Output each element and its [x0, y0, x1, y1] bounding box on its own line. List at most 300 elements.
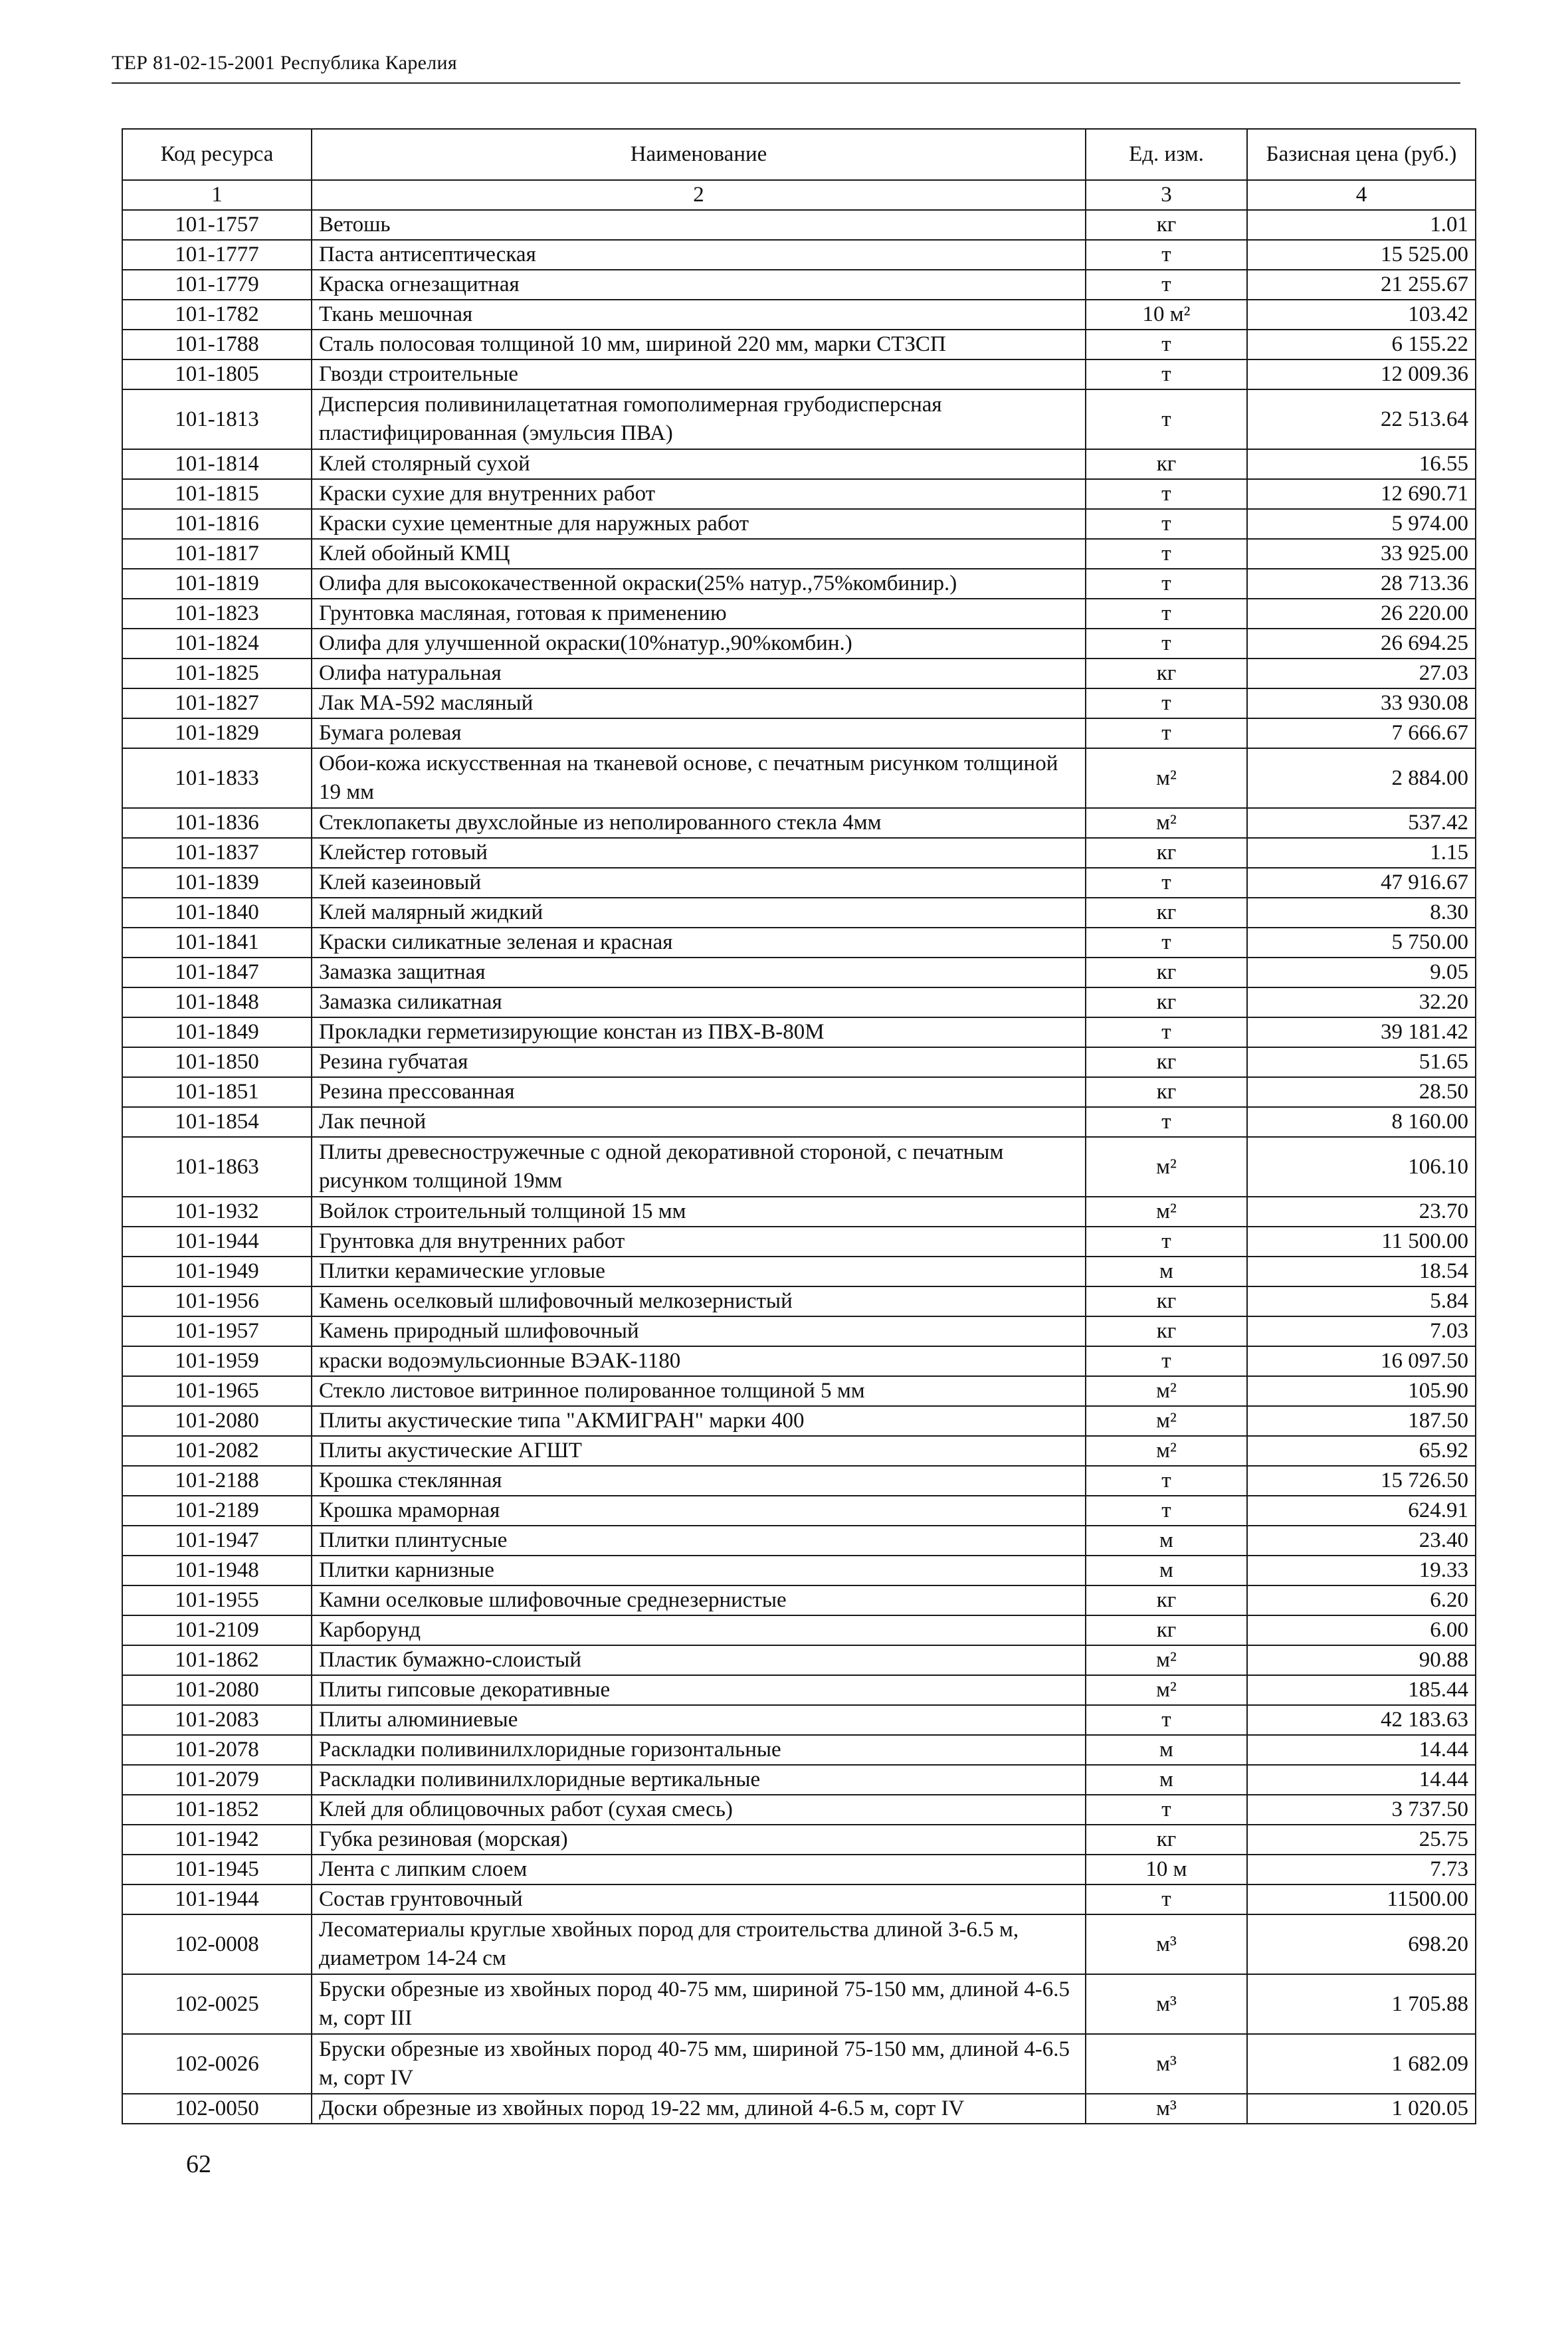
price-cell: 1.15 [1247, 838, 1476, 868]
name-cell: Олифа натуральная [312, 659, 1086, 688]
price-cell: 1 705.88 [1247, 1974, 1476, 2034]
unit-cell: кг [1086, 449, 1247, 479]
table-row [122, 1735, 1476, 1765]
page-number: 62 [186, 2150, 211, 2178]
price-cell: 7.03 [1247, 1316, 1476, 1346]
name-cell: Плитки плинтусные [312, 1526, 1086, 1556]
code-cell: 101-1819 [122, 569, 312, 599]
code-cell: 101-1824 [122, 629, 312, 659]
table-row [122, 1077, 1476, 1107]
price-cell: 22 513.64 [1247, 389, 1476, 449]
name-cell: Обои-кожа искусственная на тканевой основе, с печатным рисунком толщиной 19 мм [312, 748, 1086, 808]
name-cell: Ветошь [312, 210, 1086, 240]
price-cell: 14.44 [1247, 1765, 1476, 1795]
price-cell: 5 974.00 [1247, 509, 1476, 539]
price-cell: 6 155.22 [1247, 330, 1476, 359]
table-header-row [122, 129, 1476, 180]
table-row [122, 1286, 1476, 1316]
name-cell: Камень оселковый шлифовочный мелкозернистый [312, 1286, 1086, 1316]
unit-cell: кг [1086, 210, 1247, 240]
unit-cell: т [1086, 1795, 1247, 1825]
table-row [122, 2094, 1476, 2124]
unit-cell: м³ [1086, 1914, 1247, 1974]
code-cell: 101-1957 [122, 1316, 312, 1346]
price-cell: 11 500.00 [1247, 1227, 1476, 1257]
code-cell: 101-2078 [122, 1735, 312, 1765]
price-cell: 106.10 [1247, 1137, 1476, 1197]
code-cell: 101-1944 [122, 1884, 312, 1914]
column-number-row [122, 180, 1476, 210]
code-cell: 101-1813 [122, 389, 312, 449]
code-cell: 101-1841 [122, 928, 312, 958]
unit-cell: м [1086, 1556, 1247, 1585]
price-cell: 8 160.00 [1247, 1107, 1476, 1137]
table-row [122, 1137, 1476, 1197]
name-cell: Клей обойный КМЦ [312, 539, 1086, 569]
code-cell: 101-1944 [122, 1227, 312, 1257]
name-cell: Камень природный шлифовочный [312, 1316, 1086, 1346]
code-cell: 101-2080 [122, 1675, 312, 1705]
name-cell: Стеклопакеты двухслойные из неполированного стекла 4мм [312, 808, 1086, 838]
code-cell: 101-1948 [122, 1556, 312, 1585]
name-cell: Клей столярный сухой [312, 449, 1086, 479]
name-cell: Прокладки герметизирующие констан из ПВХ-В-80М [312, 1017, 1086, 1047]
price-cell: 187.50 [1247, 1406, 1476, 1436]
unit-cell: 10 м [1086, 1855, 1247, 1884]
price-cell: 33 930.08 [1247, 688, 1476, 718]
price-cell: 23.70 [1247, 1197, 1476, 1227]
table-row [122, 449, 1476, 479]
name-cell: Состав грунтовочный [312, 1884, 1086, 1914]
price-cell: 23.40 [1247, 1526, 1476, 1556]
name-cell: Плиты гипсовые декоративные [312, 1675, 1086, 1705]
code-cell: 101-1854 [122, 1107, 312, 1137]
table-row [122, 210, 1476, 240]
table-row [122, 1914, 1476, 1974]
table-row [122, 1705, 1476, 1735]
code-cell: 101-2079 [122, 1765, 312, 1795]
price-table [122, 128, 1476, 2124]
code-cell: 101-1782 [122, 300, 312, 330]
table-row [122, 629, 1476, 659]
name-cell: Стекло листовое витринное полированное толщиной 5 мм [312, 1376, 1086, 1406]
price-cell: 6.20 [1247, 1585, 1476, 1615]
price-cell: 14.44 [1247, 1735, 1476, 1765]
name-cell: Сталь полосовая толщиной 10 мм, шириной 220 мм, марки СТЗСП [312, 330, 1086, 359]
unit-cell: м [1086, 1765, 1247, 1795]
price-cell: 39 181.42 [1247, 1017, 1476, 1047]
name-cell: Войлок строительный толщиной 15 мм [312, 1197, 1086, 1227]
table-row [122, 389, 1476, 449]
name-cell: Лента с липким слоем [312, 1855, 1086, 1884]
name-cell: краски водоэмульсионные ВЭАК-1180 [312, 1346, 1086, 1376]
code-cell: 101-1839 [122, 868, 312, 898]
unit-cell: т [1086, 718, 1247, 748]
code-cell: 101-1777 [122, 240, 312, 270]
name-cell: Плитки карнизные [312, 1556, 1086, 1585]
price-cell: 16.55 [1247, 449, 1476, 479]
code-cell: 101-1836 [122, 808, 312, 838]
name-cell: Камни оселковые шлифовочные среднезернистые [312, 1585, 1086, 1615]
table-row [122, 1316, 1476, 1346]
unit-cell: т [1086, 1017, 1247, 1047]
table-row [122, 300, 1476, 330]
code-cell: 101-1947 [122, 1526, 312, 1556]
table-row [122, 240, 1476, 270]
name-cell: Бумага ролевая [312, 718, 1086, 748]
price-cell: 5.84 [1247, 1286, 1476, 1316]
unit-cell: т [1086, 539, 1247, 569]
code-cell: 102-0050 [122, 2094, 312, 2124]
unit-cell: кг [1086, 1585, 1247, 1615]
unit-cell: м² [1086, 1645, 1247, 1675]
unit-cell: кг [1086, 1825, 1247, 1855]
code-cell: 101-1823 [122, 599, 312, 629]
name-cell: Клей малярный жидкий [312, 898, 1086, 928]
name-cell: Лак МА-592 масляный [312, 688, 1086, 718]
price-cell: 26 694.25 [1247, 629, 1476, 659]
price-cell: 7 666.67 [1247, 718, 1476, 748]
price-cell: 2 884.00 [1247, 748, 1476, 808]
table-row [122, 1376, 1476, 1406]
header-rule [112, 82, 1460, 84]
unit-cell: кг [1086, 1316, 1247, 1346]
code-cell: 101-1827 [122, 688, 312, 718]
code-cell: 101-2080 [122, 1406, 312, 1436]
table-row [122, 1197, 1476, 1227]
price-cell: 16 097.50 [1247, 1346, 1476, 1376]
name-cell: Лесоматериалы круглые хвойных пород для строительства длиной 3-6.5 м, диаметром 14-24 см [312, 1914, 1086, 1974]
unit-cell: т [1086, 1884, 1247, 1914]
unit-cell: т [1086, 1227, 1247, 1257]
unit-cell: кг [1086, 1615, 1247, 1645]
price-cell: 15 726.50 [1247, 1466, 1476, 1496]
table-row [122, 808, 1476, 838]
price-cell: 1 682.09 [1247, 2034, 1476, 2094]
unit-cell: т [1086, 629, 1247, 659]
name-cell: Олифа для улучшенной окраски(10%натур.,90%комбин.) [312, 629, 1086, 659]
code-cell: 101-1829 [122, 718, 312, 748]
code-cell: 101-1849 [122, 1017, 312, 1047]
name-cell: Раскладки поливинилхлоридные вертикальные [312, 1765, 1086, 1795]
name-cell: Паста антисептическая [312, 240, 1086, 270]
table-row [122, 1884, 1476, 1914]
name-cell: Ткань мешочная [312, 300, 1086, 330]
code-cell: 101-1848 [122, 987, 312, 1017]
table-row [122, 1765, 1476, 1795]
table-row [122, 539, 1476, 569]
table-row [122, 1107, 1476, 1137]
name-cell: Краски силикатные зеленая и красная [312, 928, 1086, 958]
unit-cell: т [1086, 330, 1247, 359]
name-cell: Крошка стеклянная [312, 1466, 1086, 1496]
column-number-1: 1 [122, 180, 312, 210]
name-cell: Замазка силикатная [312, 987, 1086, 1017]
price-cell: 51.65 [1247, 1047, 1476, 1077]
table-row [122, 2034, 1476, 2094]
name-cell: Олифа для высококачественной окраски(25% натур.,75%комбинир.) [312, 569, 1086, 599]
price-cell: 15 525.00 [1247, 240, 1476, 270]
unit-cell: 10 м² [1086, 300, 1247, 330]
code-cell: 101-1851 [122, 1077, 312, 1107]
code-cell: 102-0026 [122, 2034, 312, 2094]
name-cell: Резина прессованная [312, 1077, 1086, 1107]
price-cell: 5 750.00 [1247, 928, 1476, 958]
table-row [122, 1556, 1476, 1585]
table-row [122, 1615, 1476, 1645]
unit-cell: т [1086, 240, 1247, 270]
price-cell: 8.30 [1247, 898, 1476, 928]
price-cell: 25.75 [1247, 1825, 1476, 1855]
code-cell: 101-2083 [122, 1705, 312, 1735]
price-cell: 1.01 [1247, 210, 1476, 240]
unit-cell: т [1086, 599, 1247, 629]
unit-cell: кг [1086, 838, 1247, 868]
price-cell: 42 183.63 [1247, 1705, 1476, 1735]
price-cell: 18.54 [1247, 1257, 1476, 1286]
code-cell: 101-1817 [122, 539, 312, 569]
name-cell: Грунтовка масляная, готовая к применению [312, 599, 1086, 629]
table-row [122, 928, 1476, 958]
table-row [122, 359, 1476, 389]
name-cell: Дисперсия поливинилацетатная гомополимерная грубодисперсная пластифицированная (эмульсия ПВА) [312, 389, 1086, 449]
table-row [122, 868, 1476, 898]
code-cell: 101-1815 [122, 479, 312, 509]
table-row [122, 838, 1476, 868]
unit-cell: м² [1086, 748, 1247, 808]
name-cell: Клей казеиновый [312, 868, 1086, 898]
name-cell: Краски сухие цементные для наружных работ [312, 509, 1086, 539]
code-cell: 101-1955 [122, 1585, 312, 1615]
price-cell: 7.73 [1247, 1855, 1476, 1884]
unit-cell: кг [1086, 1077, 1247, 1107]
unit-cell: т [1086, 509, 1247, 539]
code-cell: 101-1825 [122, 659, 312, 688]
unit-cell: м² [1086, 1436, 1247, 1466]
code-cell: 101-1959 [122, 1346, 312, 1376]
unit-cell: т [1086, 1466, 1247, 1496]
name-cell: Резина губчатая [312, 1047, 1086, 1077]
table-row [122, 479, 1476, 509]
code-cell: 101-1833 [122, 748, 312, 808]
table-row [122, 1645, 1476, 1675]
unit-cell: т [1086, 1705, 1247, 1735]
unit-cell: т [1086, 270, 1247, 300]
table-row [122, 748, 1476, 808]
code-cell: 102-0008 [122, 1914, 312, 1974]
price-cell: 19.33 [1247, 1556, 1476, 1585]
unit-cell: м² [1086, 1137, 1247, 1197]
unit-cell: м² [1086, 1675, 1247, 1705]
code-cell: 101-1837 [122, 838, 312, 868]
column-number-2: 2 [312, 180, 1086, 210]
price-cell: 105.90 [1247, 1376, 1476, 1406]
code-cell: 101-2188 [122, 1466, 312, 1496]
name-cell: Замазка защитная [312, 958, 1086, 987]
code-cell: 101-1863 [122, 1137, 312, 1197]
table-row [122, 1047, 1476, 1077]
table-row [122, 509, 1476, 539]
name-cell: Раскладки поливинилхлоридные горизонтальные [312, 1735, 1086, 1765]
unit-cell: т [1086, 389, 1247, 449]
name-cell: Лак печной [312, 1107, 1086, 1137]
unit-cell: кг [1086, 659, 1247, 688]
code-cell: 101-1942 [122, 1825, 312, 1855]
price-cell: 6.00 [1247, 1615, 1476, 1645]
table-row [122, 1825, 1476, 1855]
name-cell: Плиты алюминиевые [312, 1705, 1086, 1735]
name-cell: Клей для облицовочных работ (сухая смесь) [312, 1795, 1086, 1825]
table-row [122, 958, 1476, 987]
table-row [122, 898, 1476, 928]
column-number-4: 4 [1247, 180, 1476, 210]
table-row [122, 1526, 1476, 1556]
price-cell: 12 690.71 [1247, 479, 1476, 509]
code-cell: 101-1840 [122, 898, 312, 928]
unit-cell: т [1086, 1496, 1247, 1526]
table-row [122, 1496, 1476, 1526]
name-cell: Плиты акустические типа "АКМИГРАН" марки 400 [312, 1406, 1086, 1436]
column-header-price: Базисная цена (руб.) [1247, 129, 1476, 180]
unit-cell: кг [1086, 987, 1247, 1017]
name-cell: Краска огнезащитная [312, 270, 1086, 300]
unit-cell: м³ [1086, 2034, 1247, 2094]
price-cell: 26 220.00 [1247, 599, 1476, 629]
unit-cell: т [1086, 569, 1247, 599]
unit-cell: т [1086, 868, 1247, 898]
table-row [122, 718, 1476, 748]
table-row [122, 1346, 1476, 1376]
table-row [122, 1227, 1476, 1257]
table-row [122, 1585, 1476, 1615]
code-cell: 101-2109 [122, 1615, 312, 1645]
code-cell: 101-2189 [122, 1496, 312, 1526]
table-row [122, 987, 1476, 1017]
table-row [122, 1855, 1476, 1884]
price-cell: 90.88 [1247, 1645, 1476, 1675]
table-row [122, 1257, 1476, 1286]
name-cell: Бруски обрезные из хвойных пород 40-75 мм, шириной 75-150 мм, длиной 4-6.5 м, сорт III [312, 1974, 1086, 2034]
unit-cell: м² [1086, 1197, 1247, 1227]
unit-cell: т [1086, 1346, 1247, 1376]
price-cell: 47 916.67 [1247, 868, 1476, 898]
name-cell: Бруски обрезные из хвойных пород 40-75 мм, шириной 75-150 мм, длиной 4-6.5 м, сорт IV [312, 2034, 1086, 2094]
table-row [122, 270, 1476, 300]
unit-cell: кг [1086, 1047, 1247, 1077]
code-cell: 101-1805 [122, 359, 312, 389]
unit-cell: м² [1086, 808, 1247, 838]
price-cell: 698.20 [1247, 1914, 1476, 1974]
table-row [122, 569, 1476, 599]
unit-cell: м [1086, 1526, 1247, 1556]
table-row [122, 659, 1476, 688]
price-cell: 537.42 [1247, 808, 1476, 838]
code-cell: 101-1862 [122, 1645, 312, 1675]
unit-cell: м² [1086, 1376, 1247, 1406]
code-cell: 101-1945 [122, 1855, 312, 1884]
code-cell: 101-1932 [122, 1197, 312, 1227]
table-row [122, 1675, 1476, 1705]
name-cell: Плиты древесностружечные с одной декоративной стороной, с печатным рисунком толщиной 19мм [312, 1137, 1086, 1197]
price-cell: 32.20 [1247, 987, 1476, 1017]
price-cell: 21 255.67 [1247, 270, 1476, 300]
price-cell: 103.42 [1247, 300, 1476, 330]
name-cell: Плиты акустические АГШТ [312, 1436, 1086, 1466]
table-row [122, 688, 1476, 718]
table-row [122, 1017, 1476, 1047]
code-cell: 101-2082 [122, 1436, 312, 1466]
name-cell: Доски обрезные из хвойных пород 19-22 мм, длиной 4-6.5 м, сорт IV [312, 2094, 1086, 2124]
price-cell: 12 009.36 [1247, 359, 1476, 389]
code-cell: 101-1847 [122, 958, 312, 987]
name-cell: Карборунд [312, 1615, 1086, 1645]
code-cell: 101-1956 [122, 1286, 312, 1316]
unit-cell: м³ [1086, 2094, 1247, 2124]
code-cell: 101-1757 [122, 210, 312, 240]
name-cell: Крошка мраморная [312, 1496, 1086, 1526]
unit-cell: кг [1086, 898, 1247, 928]
table-row [122, 599, 1476, 629]
code-cell: 101-1779 [122, 270, 312, 300]
code-cell: 101-1965 [122, 1376, 312, 1406]
column-header-unit: Ед. изм. [1086, 129, 1247, 180]
unit-cell: м [1086, 1257, 1247, 1286]
unit-cell: т [1086, 928, 1247, 958]
code-cell: 101-1949 [122, 1257, 312, 1286]
table-row [122, 1795, 1476, 1825]
name-cell: Клейстер готовый [312, 838, 1086, 868]
price-cell: 9.05 [1247, 958, 1476, 987]
price-cell: 65.92 [1247, 1436, 1476, 1466]
unit-cell: м³ [1086, 1974, 1247, 2034]
price-cell: 1 020.05 [1247, 2094, 1476, 2124]
price-cell: 28 713.36 [1247, 569, 1476, 599]
column-number-3: 3 [1086, 180, 1247, 210]
code-cell: 101-1788 [122, 330, 312, 359]
page-header: ТЕР 81-02-15-2001 Республика Карелия [112, 52, 457, 74]
table-row [122, 330, 1476, 359]
price-cell: 33 925.00 [1247, 539, 1476, 569]
unit-cell: м² [1086, 1406, 1247, 1436]
unit-cell: т [1086, 479, 1247, 509]
unit-cell: м [1086, 1735, 1247, 1765]
name-cell: Пластик бумажно-слоистый [312, 1645, 1086, 1675]
code-cell: 102-0025 [122, 1974, 312, 2034]
unit-cell: т [1086, 1107, 1247, 1137]
code-cell: 101-1814 [122, 449, 312, 479]
table-row [122, 1974, 1476, 2034]
code-cell: 101-1852 [122, 1795, 312, 1825]
price-cell: 28.50 [1247, 1077, 1476, 1107]
price-cell: 624.91 [1247, 1496, 1476, 1526]
unit-cell: кг [1086, 958, 1247, 987]
price-cell: 27.03 [1247, 659, 1476, 688]
table-row [122, 1406, 1476, 1436]
code-cell: 101-1816 [122, 509, 312, 539]
name-cell: Грунтовка для внутренних работ [312, 1227, 1086, 1257]
table-row [122, 1436, 1476, 1466]
price-cell: 3 737.50 [1247, 1795, 1476, 1825]
name-cell: Губка резиновая (морская) [312, 1825, 1086, 1855]
price-cell: 185.44 [1247, 1675, 1476, 1705]
unit-cell: т [1086, 688, 1247, 718]
code-cell: 101-1850 [122, 1047, 312, 1077]
unit-cell: кг [1086, 1286, 1247, 1316]
price-cell: 11500.00 [1247, 1884, 1476, 1914]
column-header-code: Код ресурса [122, 129, 312, 180]
name-cell: Плитки керамические угловые [312, 1257, 1086, 1286]
unit-cell: т [1086, 359, 1247, 389]
